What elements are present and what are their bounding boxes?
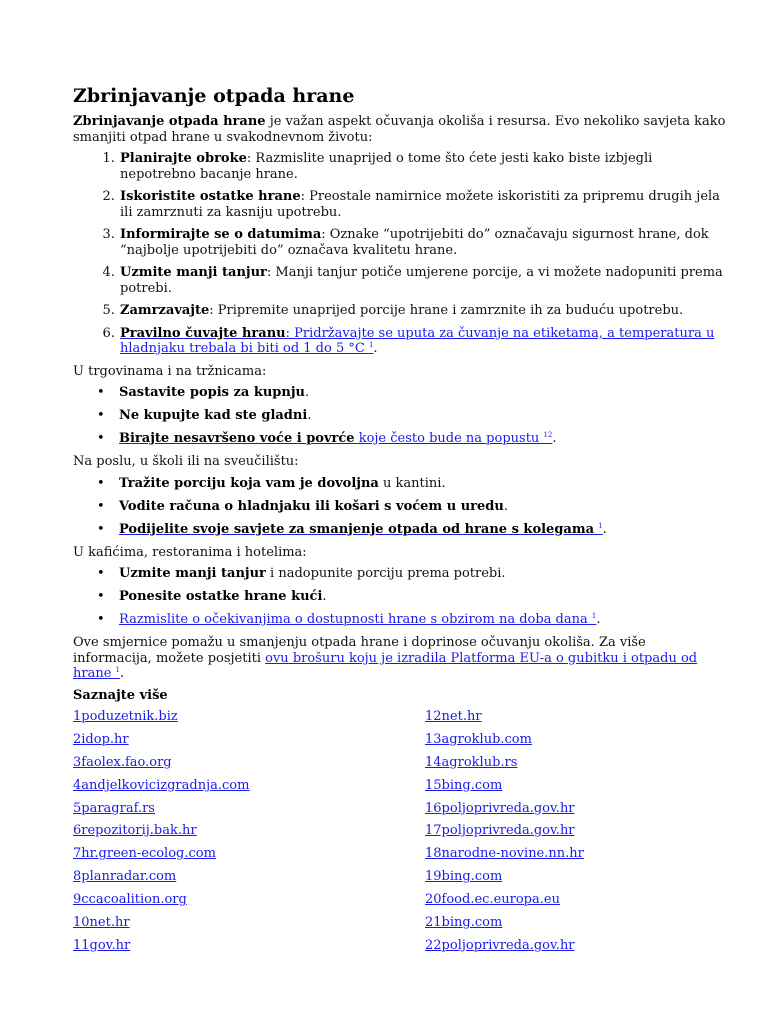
source-link[interactable]: 18narodne-novine.nn.hr <box>425 846 584 862</box>
source-link[interactable]: 1poduzetnik.biz <box>73 709 178 724</box>
item-text: Razmislite o očekivanjima o dostupnosti hrane s obzirom na doba dana <box>119 612 588 627</box>
source-link[interactable]: 21bing.com <box>425 915 503 931</box>
tip-text: : Manji tanjur potiče umjerene porcije, a vi možete nadopuniti prema potrebi. <box>120 265 723 296</box>
item-text: u kantini. <box>378 475 446 491</box>
brochure-link-text: ovu brošuru koju je izradila Platforma EU-a o gubitku i otpadu od hrane <box>73 650 698 681</box>
item-bold: Tražite porciju koja vam je dovoljna <box>119 475 379 491</box>
work-link[interactable] <box>119 522 603 537</box>
tip-item <box>119 151 728 182</box>
tip-item <box>119 227 728 258</box>
source-link[interactable]: 6repozitorij.bak.hr <box>73 823 197 839</box>
citation-sup: 1 <box>115 666 121 674</box>
list-item: • Ne kupujte kad ste gladni. <box>119 408 728 424</box>
item-bold: Ne kupujte kad ste gladni <box>119 408 308 423</box>
item-text: i nadopunite porciju prema potrebi. <box>265 566 506 581</box>
stores-list <box>73 385 728 447</box>
tip-item-link: 6. Pravilno čuvajte hranu: Pridržavajte se uputa za čuvanje na etiketama, a temperatura u hladnjaku trebala bi biti od 1 do 5 °C $^1$. <box>119 326 728 357</box>
source-link[interactable]: 9ccacoalition.org <box>73 892 187 908</box>
source-link[interactable]: 15bing.com <box>425 777 503 793</box>
list-item: • Podijelite svoje savjete za smanjenje otpada od hrane s kolegama $^1$. <box>119 522 728 538</box>
source-link[interactable]: 13agroklub.com <box>425 731 532 747</box>
tip-text: : Pripremite unaprijed porcije hrane i zamrznite ih za buduću upotrebu. <box>209 303 684 318</box>
item-bold: Ponesite ostatke hrane kući <box>119 589 323 604</box>
sources-grid <box>73 709 728 953</box>
tip-bold: Pravilno čuvajte hranu <box>120 325 286 341</box>
tip-item <box>119 265 728 296</box>
cafe-heading: U kafićima, restoranima i hotelima: <box>73 544 307 560</box>
cafe-list <box>73 566 728 628</box>
tip-item <box>119 303 728 319</box>
citation-sup: 1 <box>591 612 597 620</box>
tip-bold: Planirajte obroke <box>120 151 247 166</box>
item-bold: Podijelite svoje savjete za smanjenje otpada od hrane s kolegama <box>119 521 595 537</box>
source-link[interactable]: 17poljoprivreda.gov.hr <box>425 823 575 839</box>
source-link[interactable]: 19bing.com <box>425 869 503 885</box>
tip-text: : Pridržavajte se uputa za čuvanje na etiketama, a temperatura u hladnjaku trebala bi biti od 1 do 5 °C <box>120 325 715 356</box>
source-link[interactable]: 2idop.hr <box>73 731 129 747</box>
work-heading: Na poslu, u školi ili na sveučilištu: <box>73 454 299 469</box>
tip-6-link[interactable] <box>120 326 714 357</box>
closing-paragraph: Ove smjernice pomažu u smanjenju otpada hrane i doprinose očuvanju okoliša. Za više informacija, možete posjetiti ovu brošuru koju je izradila Platforma EU-a o gubitku i otpadu od hrane $^1$. <box>73 635 698 681</box>
source-link[interactable]: 12net.hr <box>425 709 482 724</box>
source-link[interactable]: 14agroklub.rs <box>425 754 518 770</box>
list-item: • Ponesite ostatke hrane kući. <box>119 589 728 605</box>
list-item <box>119 476 728 492</box>
source-link[interactable]: 8planradar.com <box>73 869 177 885</box>
stores-link[interactable] <box>119 431 552 446</box>
source-link[interactable]: 10net.hr <box>73 915 130 931</box>
learn-more-title: Saznajte više <box>73 687 168 703</box>
work-list <box>73 476 728 538</box>
tip-bold: Zamrzavajte <box>120 303 210 318</box>
tip-text: : Preostale namirnice možete iskoristiti za pripremu drugih jela ili zamrznuti za kasniju upotrebu. <box>120 189 720 220</box>
item-bold: Uzmite manji tanjur <box>119 566 266 581</box>
intro-bold: Zbrinjavanje otpada hrane <box>73 114 266 129</box>
tip-item <box>119 189 728 220</box>
tip-text: : Razmislite unaprijed o tome što ćete jesti kako biste izbjegli nepotrebno bacanje hrane. <box>120 151 653 182</box>
tip-bold: Informirajte se o datumima <box>120 227 322 242</box>
document-content <box>73 84 728 953</box>
source-link[interactable]: 20food.ec.europa.eu <box>425 892 560 908</box>
source-link[interactable]: 4andjelkovicizgradnja.com <box>73 777 250 793</box>
list-item: • Vodite računa o hladnjaku ili košari s voćem u uredu. <box>119 499 728 515</box>
list-item: • Birajte nesavršeno voće i povrće koje često bude na popustu $^{12}$. <box>119 431 728 447</box>
list-item: • Razmislite o očekivanjima o dostupnosti hrane s obzirom na doba dana $^1$. <box>119 612 728 628</box>
tip-bold: Uzmite manji tanjur <box>120 265 267 280</box>
citation-sup: 1 <box>598 521 603 530</box>
source-link[interactable]: 11gov.hr <box>73 937 131 953</box>
item-bold: Sastavite popis za kupnju <box>119 385 305 400</box>
source-link[interactable]: 3faolex.fao.org <box>73 754 172 770</box>
source-link[interactable]: 16poljoprivreda.gov.hr <box>425 800 575 816</box>
source-link[interactable]: 22poljoprivreda.gov.hr <box>425 937 575 953</box>
item-bold: Vodite računa o hladnjaku ili košari s voćem u uredu <box>119 498 504 514</box>
tip-text: : Oznake “upotrijebiti do” označavaju sigurnost hrane, dok “najbolje upotrijebiti do” označava kvalitetu hrane. <box>120 227 709 258</box>
closing-text: Ove smjernice pomažu u smanjenju otpada hrane i doprinose očuvanju okoliša. Za više informacija, možete posjetiti <box>73 635 646 666</box>
source-link[interactable]: 5paragraf.rs <box>73 800 155 816</box>
item-bold: Birajte nesavršeno voće i povrće <box>119 431 355 446</box>
source-link[interactable]: 7hr.green-ecolog.com <box>73 846 216 862</box>
tips-list <box>73 151 728 357</box>
citation-sup: 12 <box>543 431 553 439</box>
citation-sup: 1 <box>368 341 374 349</box>
cafe-link[interactable] <box>119 612 596 627</box>
item-text: koje često bude na popustu <box>354 431 544 446</box>
stores-heading: U trgovinama i na tržnicama: <box>73 363 267 379</box>
list-item <box>119 566 728 582</box>
intro-text: je važan aspekt očuvanja okoliša i resursa. Evo nekoliko savjeta kako smanjiti otpad hrane u svakodnevnom životu: <box>73 114 726 145</box>
list-item: • Sastavite popis za kupnju. <box>119 385 728 401</box>
tip-bold: Iskoristite ostatke hrane <box>120 189 301 204</box>
intro-paragraph <box>73 114 728 145</box>
page-title: Zbrinjavanje otpada hrane <box>73 85 355 107</box>
